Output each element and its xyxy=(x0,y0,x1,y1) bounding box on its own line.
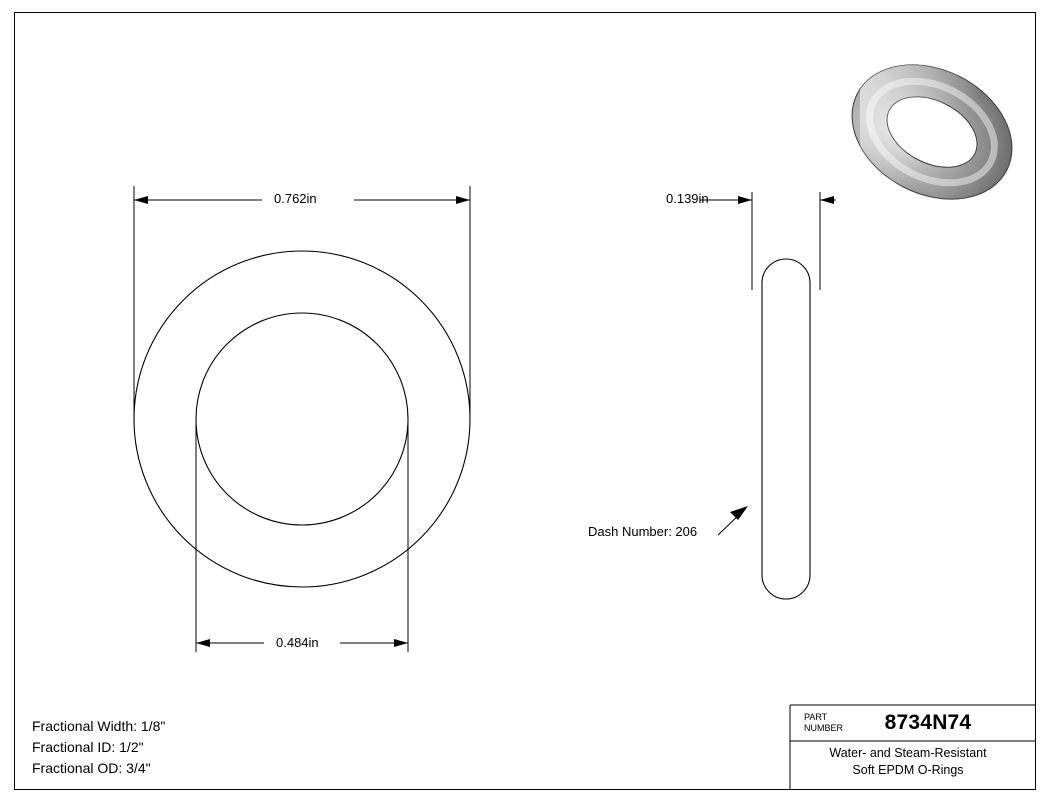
specification-list xyxy=(32,716,165,779)
dimension-inner-diameter-label: 0.484in xyxy=(276,635,319,650)
spec-fractional-id: Fractional ID: 1/2" xyxy=(32,739,144,755)
dash-number-leader xyxy=(718,506,748,535)
part-description xyxy=(790,745,1036,779)
part-number-value: 8734N74 xyxy=(884,711,972,734)
part-description-line2: Soft EPDM O-Rings xyxy=(852,763,964,777)
part-description-line1: Water- and Steam-Resistant xyxy=(829,746,987,760)
front-view-outline xyxy=(134,251,470,587)
dimension-cross-section-label: 0.139in xyxy=(666,191,709,206)
part-label-line2: NUMBER xyxy=(804,723,844,733)
dimension-inner-diameter xyxy=(196,420,408,653)
dash-number-label: Dash Number: 206 xyxy=(588,524,698,539)
dimension-cross-section xyxy=(700,192,836,290)
side-view-outline xyxy=(762,259,810,599)
spec-fractional-od: Fractional OD: 3/4" xyxy=(32,760,151,776)
dimension-outer-diameter-label: 0.762in xyxy=(274,191,317,206)
oring-3d-render xyxy=(829,39,1035,230)
title-block xyxy=(790,705,1036,790)
part-number-row xyxy=(790,705,1036,741)
part-label-line1: PART xyxy=(804,712,828,722)
part-number-label xyxy=(790,712,844,734)
spec-fractional-width: Fractional Width: 1/8" xyxy=(32,718,166,734)
dimension-outer-diameter xyxy=(134,186,470,420)
